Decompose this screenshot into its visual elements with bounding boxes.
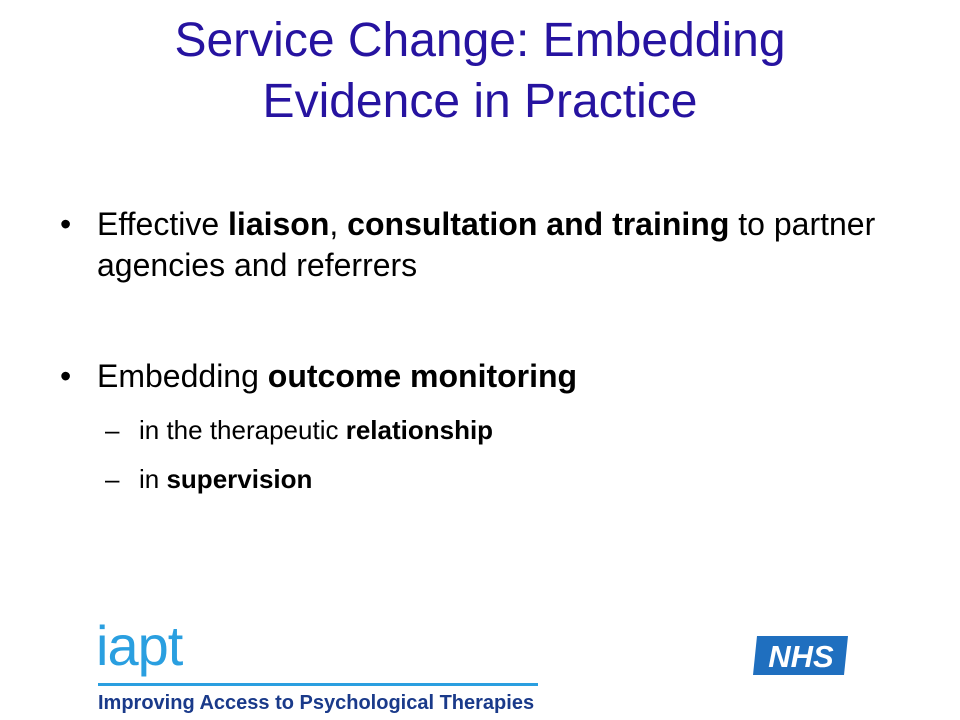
bullet-marker: •: [60, 358, 72, 394]
bullet-text: to partner agencies and referrers: [97, 206, 876, 283]
sub-bullet-text-bold: supervision: [166, 464, 313, 494]
sub-bullet-text: in the therapeutic: [139, 415, 346, 445]
bullet-text: ,: [329, 206, 348, 242]
bullet-item: [60, 204, 920, 286]
sub-bullet-marker: –: [105, 415, 120, 445]
bullet-text-bold: outcome monitoring: [267, 358, 578, 394]
bullet-text: Effective: [97, 206, 229, 242]
iapt-logo-wordmark: iapt: [96, 614, 183, 677]
bullet-text: Embedding: [97, 358, 268, 394]
bullet-text-bold: consultation and training: [347, 206, 730, 242]
bullet-marker: •: [60, 206, 72, 242]
title-line-2: Evidence in Practice: [262, 75, 698, 128]
iapt-logo-divider: [98, 683, 538, 686]
sub-bullet-marker: –: [105, 464, 120, 494]
bullet-item: [60, 356, 920, 397]
sub-bullet-item: [60, 462, 920, 496]
sub-bullet-item: [60, 413, 920, 447]
nhs-logo: [753, 636, 848, 675]
slide-content: [60, 204, 920, 496]
bullet-text-bold: liaison: [228, 206, 330, 242]
sub-bullet-text-bold: relationship: [345, 415, 494, 445]
title-line-1: Service Change: Embedding: [174, 14, 786, 67]
sub-bullet-text: in: [139, 464, 167, 494]
iapt-logo-tagline: Improving Access to Psychological Therapies: [98, 692, 535, 714]
nhs-logo-text: NHS: [768, 639, 834, 674]
slide-title: [0, 10, 960, 132]
